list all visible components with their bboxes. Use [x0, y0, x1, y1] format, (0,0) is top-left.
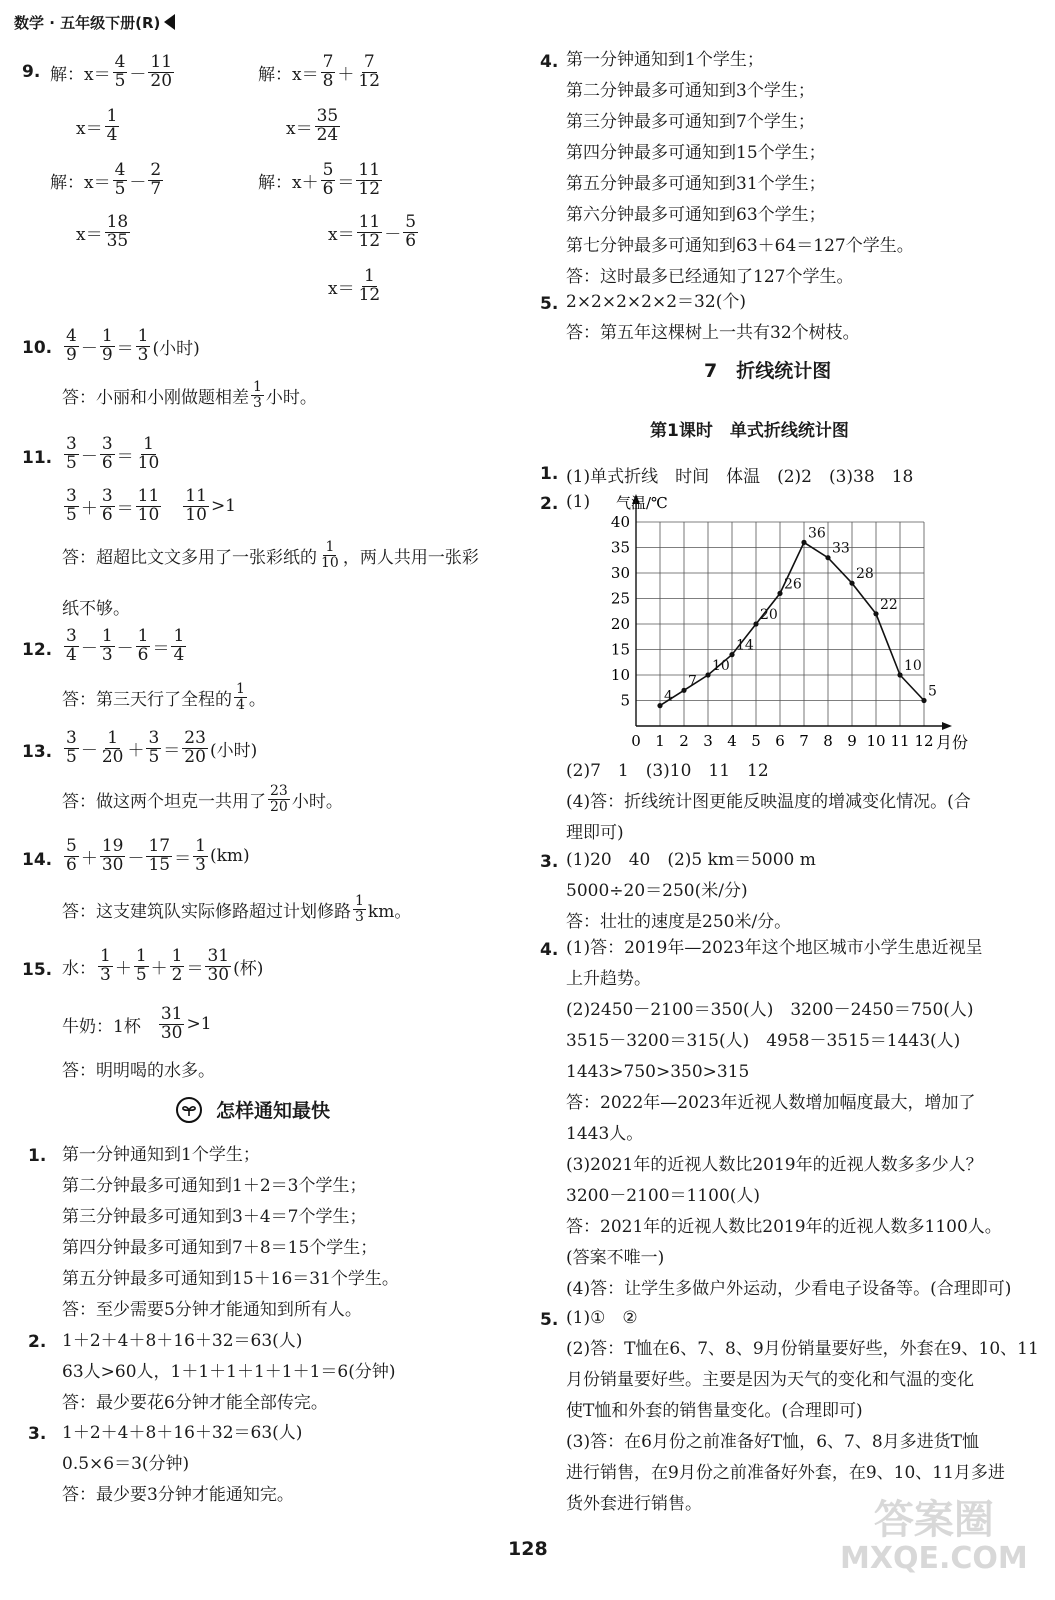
data-point — [705, 672, 710, 677]
page-number: 128 — [508, 1538, 548, 1560]
watermark — [840, 1498, 1028, 1576]
q9-c1-text: 解：x＝ — [50, 172, 111, 193]
text-line: 答：第五年这棵树上一共有32个树枝。 — [566, 323, 860, 343]
text-line: (1)① ② — [566, 1308, 638, 1328]
fraction: $\frac{1}{3}$ — [100, 946, 111, 985]
fraction: $\frac{3}{5}$ — [66, 434, 77, 473]
text-line: 第四分钟最多可通知到15个学生； — [566, 143, 826, 163]
q12-equation: $\frac{3}{4}$ － $\frac{1}{3}$ － $\frac{1}{6}$ ＝ $\frac{1}{4}$ — [66, 626, 185, 665]
data-point — [753, 621, 758, 626]
x-tick-label: 11 — [890, 732, 910, 750]
y-tick-label: 30 — [610, 564, 630, 582]
q14-answer — [62, 894, 411, 924]
q9-eq-d4 — [328, 268, 384, 305]
data-label: 10 — [904, 658, 922, 674]
watermark-line1: 答案圈 — [873, 1497, 994, 1543]
text-line: 答：至少需要5分钟才能通知到所有人。 — [62, 1300, 362, 1320]
fraction: $\frac{11}{12}$ — [358, 212, 381, 251]
text-line: (3)2021年的近视人数比2019年的近视人数多多少人？ — [566, 1155, 983, 1175]
q11-answer-line2: 纸不够。 — [62, 599, 130, 619]
q11-eq1: $\frac{3}{5}$ － $\frac{3}{6}$ ＝ $\frac{1}{10}$ — [66, 434, 160, 473]
text-line: 第一分钟通知到1个学生； — [566, 50, 764, 70]
q10-answer-pre: 答：小丽和小刚做题相差 — [62, 387, 249, 408]
q9-eq-b1: 解：x＝ $\frac{7}{8}$ ＋ $\frac{7}{12}$ — [258, 52, 381, 91]
fraction: $\frac{31}{30}$ — [160, 1004, 183, 1043]
r-q4-lines — [566, 933, 1011, 1305]
text-line: 第一分钟通知到1个学生； — [62, 1145, 260, 1165]
y-tick-label: 40 — [610, 513, 630, 531]
q13-number: 13. — [22, 742, 53, 762]
data-label: 20 — [760, 607, 778, 623]
fraction: $\frac{11}{10}$ — [137, 486, 160, 525]
text-line: 1＋2＋4＋8＋16＋32＝63(人) — [62, 1423, 303, 1443]
data-point — [801, 540, 806, 545]
y-tick-label: 25 — [610, 589, 630, 608]
q14-answer-pre: 答：这支建筑队实际修路超过计划修路 — [62, 901, 351, 922]
q10-answer-post: 小时。 — [265, 387, 317, 408]
s4-lines — [566, 45, 914, 293]
s4-number: 4. — [540, 52, 559, 72]
x-tick-label: 6 — [775, 732, 785, 750]
fraction: $\frac{1}{4}$ — [236, 681, 245, 713]
q11-eq2: $\frac{3}{5}$ ＋ $\frac{3}{6}$ ＝ $\frac{11}{10}$ $\frac{11}{10}$ >1 — [66, 486, 236, 525]
s2-number: 2. — [28, 1332, 47, 1352]
x-tick-label: 3 — [703, 732, 713, 750]
q9-a1-text: 解：x＝ — [50, 64, 111, 85]
q11-answer-post: ，两人共用一张彩 — [342, 547, 479, 568]
text-line: 1＋2＋4＋8＋16＋32＝63(人) — [62, 1331, 303, 1351]
x-tick-label: 12 — [914, 732, 934, 750]
text-line: 1443人。 — [566, 1124, 644, 1144]
fraction: $\frac{1}{9}$ — [101, 326, 113, 365]
text-line: 2×2×2×2×2＝32(个) — [566, 292, 746, 312]
data-point — [657, 703, 662, 708]
q13-equation: $\frac{3}{5}$ － $\frac{1}{20}$ ＋ $\frac{3}{5}$ ＝ $\frac{23}{20}$ (小时) — [66, 728, 258, 767]
r-q1-number: 1. — [540, 464, 559, 484]
fraction: $\frac{23}{20}$ — [270, 783, 288, 815]
q11-answer — [62, 540, 479, 570]
s5-number: 5. — [540, 294, 559, 314]
temperature-line-chart — [596, 486, 976, 776]
text-line: 3515－3200＝315(人) 4958－3515＝1443(人) — [566, 1031, 961, 1051]
data-point — [921, 698, 926, 703]
q15-unit: (杯) — [233, 958, 264, 979]
y-tick-label: 15 — [610, 640, 630, 659]
text-line: (4)答：让学生多做户外运动，少看电子设备等。(合理即可) — [566, 1279, 1012, 1299]
s2-lines — [62, 1326, 395, 1419]
text-line: 答：最少要3分钟才能通知完。 — [62, 1485, 294, 1505]
s5-lines — [566, 287, 860, 349]
y-tick-label: 5 — [620, 691, 630, 710]
watermark-line2: MXQE.COM — [840, 1541, 1028, 1576]
q9-b2-text: x＝ — [286, 118, 313, 139]
y-tick-label: 20 — [610, 615, 630, 633]
r-q3-lines — [566, 845, 816, 938]
fraction: $\frac{19}{30}$ — [101, 836, 124, 875]
q13-answer — [62, 784, 343, 814]
q11-answer-pre: 答：超超比文文多用了一张彩纸的 — [62, 547, 317, 568]
q12-answer — [62, 682, 266, 712]
data-point — [873, 611, 878, 616]
text-line: 0.5×6＝3(分钟) — [62, 1454, 190, 1474]
data-point — [825, 555, 830, 560]
q15-number: 15. — [22, 960, 53, 980]
text-line: 1443>750>350>315 — [566, 1062, 750, 1082]
q14-equation: $\frac{5}{6}$ ＋ $\frac{19}{30}$ － $\frac{17}{15}$ ＝ $\frac{1}{3}$ (km) — [66, 836, 250, 875]
x-axis-arrow-icon — [942, 722, 952, 730]
s1-lines — [62, 1140, 399, 1326]
fraction: $\frac{5}{6}$ — [322, 160, 334, 199]
text-line: 进行销售，在9月份之前准备好外套，在9、10、11月多进 — [566, 1463, 1005, 1483]
data-label: 4 — [664, 688, 673, 705]
q13-unit: (小时) — [209, 740, 258, 761]
fraction: $\frac{1}{4}$ — [173, 626, 185, 665]
fraction: $\frac{1}{3}$ — [253, 379, 262, 411]
q9-eq-a1: 解：x＝ $\frac{4}{5}$ － $\frac{11}{20}$ — [50, 52, 173, 91]
fraction: $\frac{17}{15}$ — [148, 836, 171, 875]
fraction: $\frac{1}{4}$ — [106, 106, 118, 145]
q13-answer-post: 小时。 — [291, 791, 343, 812]
text-line: 答：这时最多已经通知了127个学生。 — [566, 267, 854, 287]
fraction: $\frac{35}{24}$ — [316, 106, 339, 145]
fraction: $\frac{1}{20}$ — [101, 728, 124, 767]
fraction: $\frac{1}{6}$ — [137, 626, 149, 665]
fraction: $\frac{4}{5}$ — [114, 52, 126, 91]
text-line: 货外套进行销售。 — [566, 1494, 702, 1514]
x-tick-label: 7 — [799, 732, 809, 750]
r-q2-sub1: (1) — [566, 492, 591, 512]
q10-answer — [62, 380, 317, 410]
fraction: $\frac{2}{7}$ — [150, 160, 162, 199]
text-line: (4)答：折线统计图更能反映温度的增减变化情况。(合 — [566, 792, 971, 812]
text-line: 理即可) — [566, 823, 624, 843]
header-text: 数学 · 五年级下册(R) — [14, 14, 161, 32]
fraction: $\frac{1}{3}$ — [355, 893, 364, 925]
chapter-title: 7 折线统计图 — [704, 360, 832, 382]
text-line: 第七分钟最多可通知到63＋64＝127个学生。 — [566, 236, 914, 256]
q15-milk-text: 牛奶：1杯 — [62, 1016, 141, 1037]
text-line: 第六分钟最多可通知到63个学生； — [566, 205, 826, 225]
q9-number: 9. — [22, 62, 41, 82]
text-line: 第五分钟最多可通知到31个学生； — [566, 174, 826, 194]
q15-pre: 水： — [62, 958, 96, 979]
r-q2-after — [566, 756, 971, 849]
text-line: 答：2021年的近视人数比2019年的近视人数多1100人。 — [566, 1217, 1002, 1237]
r-q5-lines — [566, 1303, 1039, 1520]
text-line: 第三分钟最多可通知到7个学生； — [566, 112, 815, 132]
text-line: 第五分钟最多可通知到15＋16＝31个学生。 — [62, 1269, 399, 1289]
fraction: $\frac{5}{6}$ — [405, 212, 417, 251]
q13-answer-pre: 答：做这两个坦克一共用了 — [62, 791, 266, 812]
text-line: 第二分钟最多可通知到1＋2＝3个学生； — [62, 1176, 367, 1196]
data-label: 14 — [736, 637, 754, 654]
header-triangle-icon — [164, 14, 175, 30]
q12-answer-post: 。 — [248, 689, 266, 710]
fraction: $\frac{4}{9}$ — [66, 326, 77, 365]
data-label: 5 — [928, 683, 937, 700]
fraction: $\frac{31}{30}$ — [207, 946, 230, 985]
q12-answer-pre: 答：第三天行了全程的 — [62, 689, 232, 710]
fraction: $\frac{1}{12}$ — [358, 266, 381, 305]
data-point — [777, 591, 782, 596]
y-tick-label: 35 — [610, 538, 630, 557]
fraction: $\frac{3}{6}$ — [101, 486, 113, 525]
data-point — [729, 652, 734, 657]
r-q2-number: 2. — [540, 494, 559, 514]
text-line: (2)2450－2100＝350(人) 3200－2450＝750(人) — [566, 1000, 974, 1020]
x-tick-label: 4 — [727, 732, 737, 750]
sprout-icon — [176, 1097, 202, 1123]
data-point — [897, 672, 902, 677]
text-line: 5000÷20＝250(米/分) — [566, 881, 748, 901]
text-line: (1)20 40 (2)5 km＝5000 m — [566, 850, 816, 870]
s1-number: 1. — [28, 1146, 47, 1166]
x-tick-label: 9 — [847, 732, 857, 750]
q14-answer-post: km。 — [367, 901, 412, 922]
text-line: 3200－2100＝1100(人) — [566, 1186, 761, 1206]
fraction: $\frac{11}{10}$ — [185, 486, 207, 525]
q10-unit: (小时) — [152, 338, 200, 359]
fraction: $\frac{1}{3}$ — [101, 626, 113, 665]
data-label: 36 — [808, 525, 826, 542]
x-tick-label: 1 — [655, 732, 665, 750]
text-line: 上升趋势。 — [566, 969, 651, 989]
q15-answer: 答：明明喝的水多。 — [62, 1061, 215, 1081]
fraction: $\frac{4}{5}$ — [114, 160, 126, 199]
q11-gt: >1 — [210, 496, 236, 517]
fraction: $\frac{7}{12}$ — [358, 52, 381, 91]
text-line: 63人>60人，1＋1＋1＋1＋1＋1＝6(分钟) — [62, 1362, 396, 1382]
x-tick-label: 5 — [751, 732, 761, 750]
q9-d4-text: x＝ — [328, 278, 355, 299]
data-label: 7 — [688, 673, 697, 690]
text-line: 第三分钟最多可通知到3＋4＝7个学生； — [62, 1207, 367, 1227]
q10-number: 10. — [22, 338, 53, 358]
q9-eq-c2 — [76, 214, 132, 251]
fraction: $\frac{3}{6}$ — [101, 434, 113, 473]
data-label: 26 — [784, 576, 802, 593]
fraction: $\frac{3}{5}$ — [66, 486, 77, 525]
s3-lines — [62, 1418, 302, 1511]
q14-number: 14. — [22, 850, 53, 870]
x-axis-label: 月份 — [936, 733, 969, 752]
q9-c2-text: x＝ — [76, 224, 103, 245]
text-line: (1)答：2019年—2023年这个地区城市小学生患近视呈 — [566, 938, 983, 958]
fraction: $\frac{3}{4}$ — [66, 626, 77, 665]
text-line: 答：最少要花6分钟才能全部传完。 — [62, 1393, 328, 1413]
text-line: 月份销量要好些。主要是因为天气的变化和气温的变化 — [566, 1370, 974, 1390]
q9-a2-text: x＝ — [76, 118, 103, 139]
text-line: 使T恤和外套的销售量变化。(合理即可) — [566, 1401, 863, 1421]
r-q4-number: 4. — [540, 940, 559, 960]
data-point — [849, 581, 854, 586]
r-q5-number: 5. — [540, 1310, 559, 1330]
q9-d1-text: 解：x＋ — [258, 172, 319, 193]
data-label: 33 — [832, 540, 850, 557]
page-header — [14, 12, 175, 33]
q9-b1-text: 解：x＝ — [258, 64, 319, 85]
q12-number: 12. — [22, 640, 53, 660]
fraction: $\frac{3}{5}$ — [66, 728, 77, 767]
text-line: (2)答：T恤在6、7、8、9月份销量要好些，外套在9、10、11 — [566, 1339, 1039, 1359]
text-line: 答：壮壮的速度是250米/分。 — [566, 912, 792, 932]
section-title: 怎样通知最快 — [216, 1100, 331, 1122]
fraction: $\frac{5}{6}$ — [66, 836, 77, 875]
r-q1-text: (1)单式折线 时间 体温 (2)2 (3)38 18 — [566, 467, 914, 487]
q15-gt: >1 — [186, 1014, 212, 1035]
fraction: $\frac{1}{3}$ — [195, 836, 206, 875]
text-line: (3)答：在6月份之前准备好T恤，6、7、8月多进货T恤 — [566, 1432, 980, 1452]
data-point — [681, 688, 686, 693]
q9-d3-text: x＝ — [328, 224, 355, 245]
fraction: $\frac{3}{5}$ — [148, 728, 160, 767]
fraction: $\frac{18}{35}$ — [106, 212, 129, 251]
text-line: 第四分钟最多可通知到7＋8＝15个学生； — [62, 1238, 378, 1258]
text-line: 答：2022年—2023年近视人数增加幅度最大，增加了 — [566, 1093, 976, 1113]
fraction: $\frac{1}{2}$ — [171, 946, 183, 985]
fraction: $\frac{1}{3}$ — [137, 326, 149, 365]
section-header — [176, 1096, 330, 1123]
text-line: (2)7 1 (3)10 11 12 — [566, 761, 769, 781]
x-tick-label: 10 — [866, 732, 886, 750]
x-tick-label: 2 — [679, 732, 689, 750]
x-tick-label: 0 — [631, 732, 641, 750]
q9-eq-d3: x＝ $\frac{11}{12}$ － $\frac{5}{6}$ — [328, 212, 417, 251]
q11-number: 11. — [22, 448, 53, 468]
q15-equation: 水： $\frac{1}{3}$ ＋ $\frac{1}{5}$ ＋ $\frac{1}{2}$ ＝ $\frac{31}{30}$ (杯) — [62, 946, 264, 985]
q9-eq-b2 — [286, 108, 342, 145]
x-tick-label: 8 — [823, 732, 833, 750]
text-line: (答案不唯一) — [566, 1248, 665, 1268]
s3-number: 3. — [28, 1424, 47, 1444]
q15-milk — [62, 1006, 212, 1043]
q9-eq-a2 — [76, 108, 121, 145]
fraction: $\frac{1}{5}$ — [135, 946, 147, 985]
q14-unit: (km) — [209, 846, 250, 867]
data-label: 10 — [712, 658, 730, 674]
q9-eq-c1: 解：x＝ $\frac{4}{5}$ － $\frac{2}{7}$ — [50, 160, 162, 199]
fraction: $\frac{1}{10}$ — [137, 434, 160, 473]
fraction: $\frac{11}{20}$ — [150, 52, 173, 91]
lesson-title: 第1课时 单式折线统计图 — [650, 421, 849, 441]
data-label: 28 — [856, 566, 874, 583]
fraction: $\frac{7}{8}$ — [322, 52, 334, 91]
fraction: $\frac{1}{10}$ — [321, 539, 339, 571]
fraction: $\frac{11}{12}$ — [358, 160, 381, 199]
y-axis-label: 气温/℃ — [616, 494, 668, 512]
data-label: 22 — [880, 596, 898, 613]
q10-equation: $\frac{4}{9}$ － $\frac{1}{9}$ ＝ $\frac{1}{3}$ (小时) — [66, 326, 200, 365]
r-q3-number: 3. — [540, 852, 559, 872]
fraction: $\frac{23}{20}$ — [184, 728, 206, 767]
q9-eq-d1 — [258, 162, 384, 199]
text-line: 第二分钟最多可通知到3个学生； — [566, 81, 815, 101]
q9-d2-text: ＝ — [337, 172, 355, 193]
y-tick-label: 10 — [610, 666, 630, 684]
